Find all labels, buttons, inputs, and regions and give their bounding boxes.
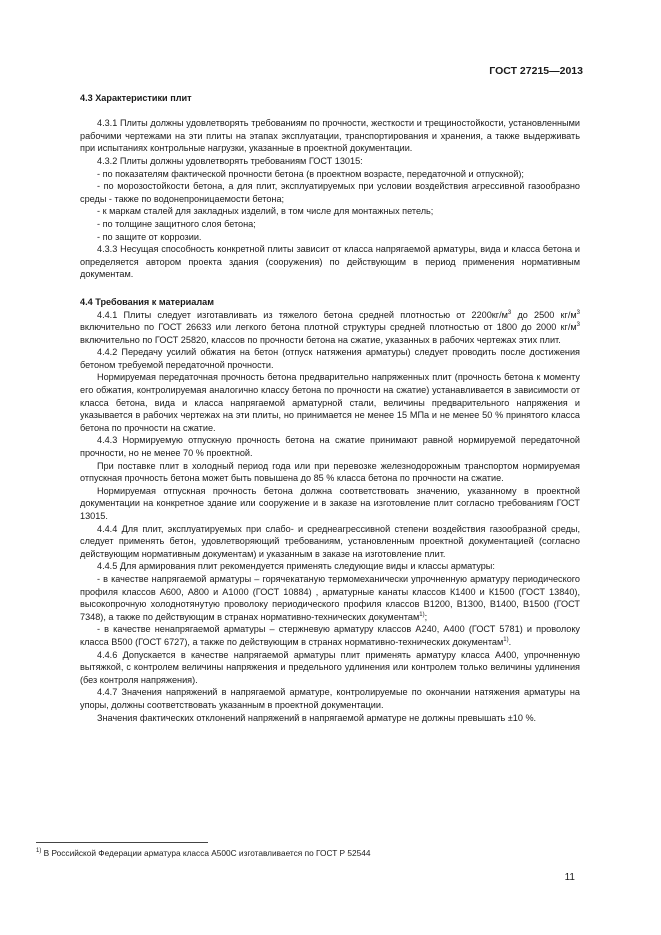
paragraph-4-4-3-b: При поставке плит в холодный период года или при перевозке железнодорожным транспортом нормируемая отпускная прочность бетона может быть повышена до 85 % класса бетона по прочности на сжатие. [80,460,580,484]
paragraph-4-4-7: 4.4.7 Значения напряжений в напрягаемой арматуре, контролируемые по окончании натяжения арматуры на упоры, должны соответствовать указанным в проектной документации. [80,687,580,710]
bullet-prestressed: - в качестве напрягаемой арматуры – горячекатаную термомеханически упрочненную арматуру периодического профиля классов А600, А800 и А1000 (ГОСТ 10884) , арматурные канаты классов К1400 и К1500 (ГОСТ 13840), высокопрочную холоднотянутую проволоку периодического профиля классов В1200, В1300, В1400, В1500 (ГОСТ 7348), а также по действующим в странах нормативно-технических документам$^{1)}$; [80,573,580,622]
paragraph-4-4-2-b: Нормируемая передаточная прочность бетона предварительно напряженных плит (прочность бетона к моменту его обжатия, контролируемая аналогично классу бетона по прочности на сжатие) устанавливается в зависимости от класса бетона, вида и класса напрягаемой арматурной стали, величины предварительного напряжения и указывается в рабочих чертежах на эти плиты, но принимается не менее 15 МПа и не менее 50 % принятого класса бетона по прочности на сжатие. [80,372,580,433]
section-4-4-title: 4.4 Требования к материалам [80,296,214,307]
bullet-cover: - по толщине защитного слоя бетона; [97,218,256,229]
standard-header: ГОСТ 27215—2013 [489,65,583,77]
paragraph-4-3-1: 4.3.1 Плиты должны удовлетворять требованиям по прочности, жесткости и трещиностойкости, установленными рабочими чертежами на эти плиты на этапах эксплуатации, транспортирования и хранения, а также выдерживать при испытаниях контрольные нагрузки, указанные в проектной документации. [80,118,580,154]
bullet-non-prestressed: - в качестве ненапрягаемой арматуры – стержневую арматуру классов А240, А400 (ГОСТ 5781) и проволоку класса В500 (ГОСТ 6727), а также по действующим в странах нормативно-технических документам$^{1)}$. [80,624,580,647]
paragraph-4-4-2: 4.4.2 Передачу усилий обжатия на бетон (отпуск натяжения арматуры) следует проводить после достижения бетоном требуемой передаточной прочности. [80,347,580,370]
main-content [80,92,580,724]
paragraph-4-4-3: 4.4.3 Нормируемую отпускную прочность бетона на сжатие принимают равной нормируемой передаточной прочности, но не менее 70 % проектной. [80,435,580,459]
bullet-steel: - к маркам сталей для закладных изделий, в том числе для монтажных петель; [97,206,434,217]
bullet-strength: - по показателям фактической прочности бетона (в проектном возрасте, передаточной и отпускной); [97,168,524,179]
footnote: $^{1)}$ В Российской Федерации арматура класса А500С изготавливается по ГОСТ Р 52544 [36,848,371,858]
paragraph-4-4-1: 4.4.1 Плиты следует изготавливать из тяжелого бетона средней плотностью от $2200кг/м^3$ до 2500 $кг/м^3$ включительно по ГОСТ 26633 или легкого бетона плотной структуры средней плотностью от 1800 до 2000 $кг/м^3$ включительно по ГОСТ 25820, классов по прочности бетона на сжатие, указанных в рабочих чертежах этих плит. [80,309,580,345]
paragraph-4-4-4: 4.4.4 Для плит, эксплуатируемых при слабо- и среднеагрессивной степени воздействия газообразной среды, следует применять бетон, удовлетворяющий требованиям, установленным проектной документацией (согласно действующим нормативным документам) и указанным в заказе на изготовление плит. [80,523,580,559]
paragraph-4-4-3-c: Нормируемая отпускная прочность бетона должна соответствовать значению, указанному в проектной документации на конкретное здание или сооружение и в заказе на изготовление плит согласно требованиям ГОСТ 13015. [80,485,580,521]
paragraph-4-3-3: 4.3.3 Несущая способность конкретной плиты зависит от класса напрягаемой арматуры, вида и класса бетона и определяется автором проекта здания (сооружения) по действующим в период применения нормативным документам. [80,244,580,280]
page-number: 11 [564,872,575,883]
footnote-separator [36,842,208,843]
section-4-3-title: 4.3 Характеристики плит [80,93,192,103]
paragraph-4-4-5: 4.4.5 Для армирования плит рекомендуется применять следующие виды и классы арматуры: [97,561,495,572]
paragraph-4-4-6: 4.4.6 Допускается в качестве напрягаемой арматуры плит применять арматуру класса А400, упрочненную вытяжкой, с контролем величины напряжения и предельного удлинения или контролем только величины удлинения (без контроля напряжения). [80,649,580,685]
bullet-frost: - по морозостойкости бетона, а для плит, эксплуатируемых при условии воздействия агрессивной газообразно среды - также по водонепроницаемости бетона; [80,181,580,204]
paragraph-4-3-2: 4.3.2 Плиты должны удовлетворять требованиям ГОСТ 13015: [97,155,363,166]
paragraph-4-4-7-b: Значения фактических отклонений напряжений в напрягаемой арматуре не должны превышать ±10 %. [97,712,537,723]
bullet-corrosion: - по защите от коррозии. [97,231,202,242]
